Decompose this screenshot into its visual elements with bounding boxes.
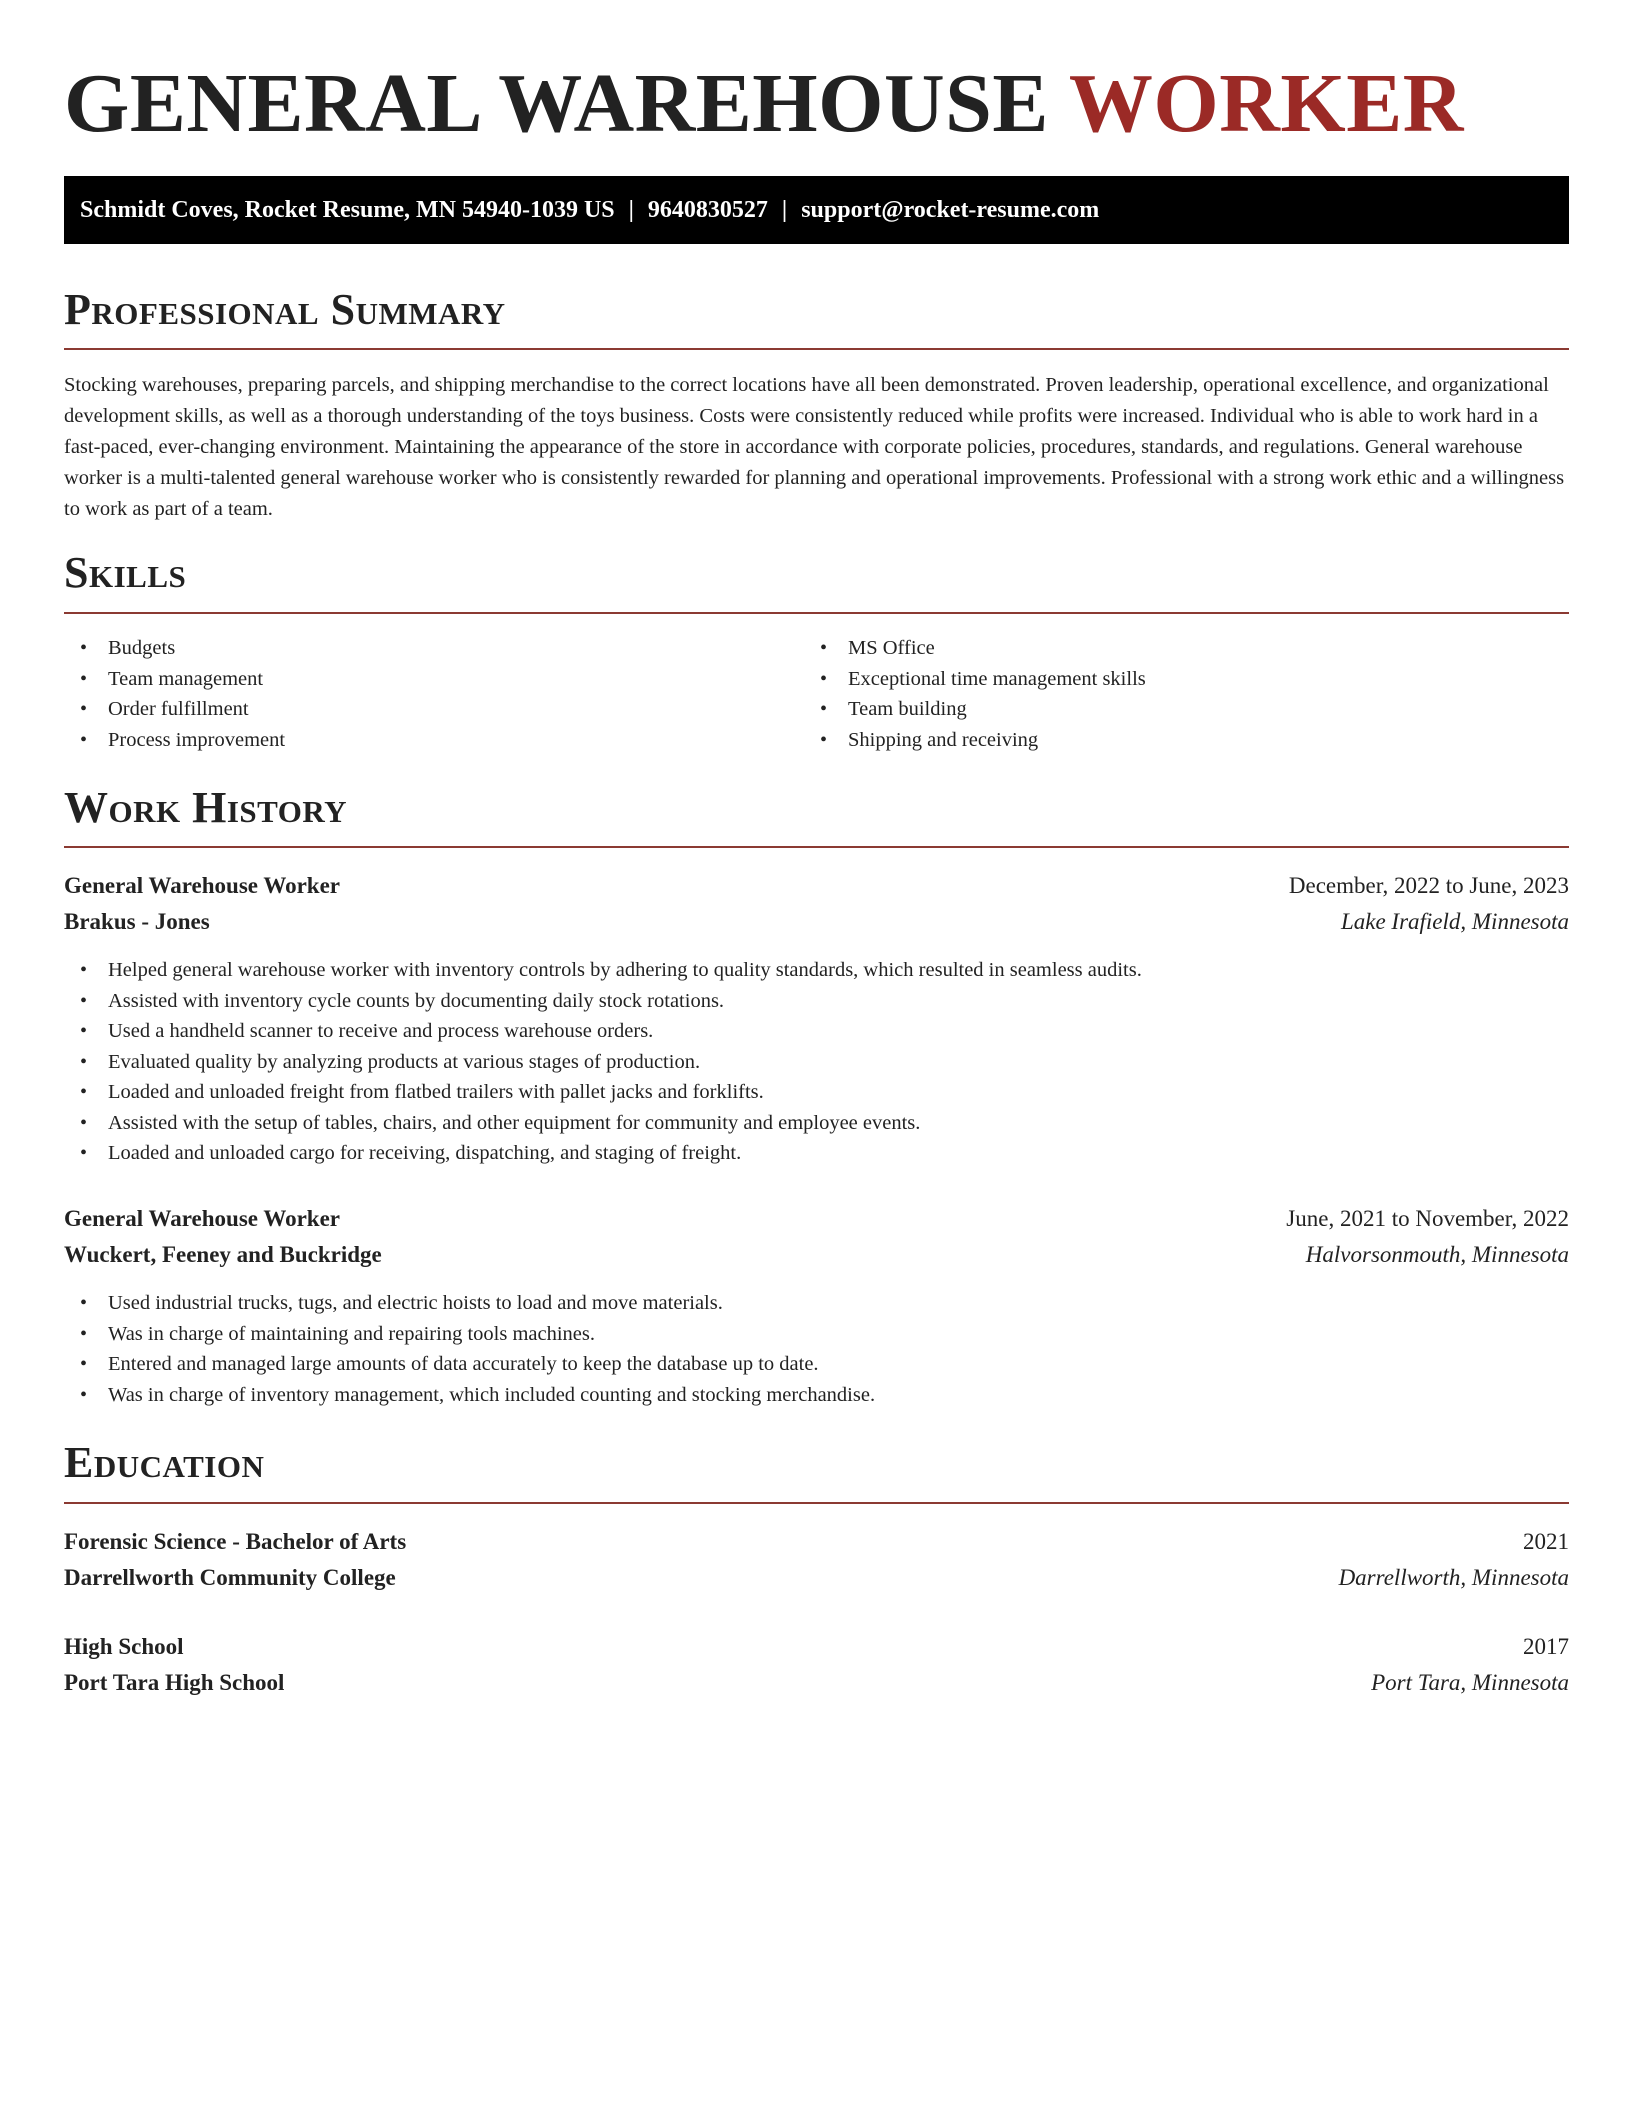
job-dates: December, 2022 to June, 2023 bbox=[1288, 873, 1569, 898]
bullet-icon: • bbox=[80, 1353, 88, 1375]
skill-item: • Shipping and receiving bbox=[804, 725, 1146, 756]
bullet-icon: • bbox=[820, 637, 828, 659]
education-degree-row bbox=[64, 1629, 1569, 1665]
education-degree: High School bbox=[64, 1634, 184, 1659]
education-school: Port Tara High School bbox=[64, 1670, 285, 1695]
skill-item: • Order fulfillment bbox=[64, 694, 285, 725]
contact-separator: | bbox=[781, 197, 788, 223]
work-divider bbox=[64, 846, 1569, 848]
bullet-icon: • bbox=[820, 698, 828, 720]
job-bullet: • Used a handheld scanner to receive and process warehouse orders. bbox=[64, 1016, 1142, 1047]
education-location: Darrellworth, Minnesota bbox=[1338, 1565, 1569, 1590]
job-role: General Warehouse Worker bbox=[64, 873, 340, 898]
skill-item: • Process improvement bbox=[64, 725, 285, 756]
job-company: Brakus - Jones bbox=[64, 909, 210, 934]
summary-divider bbox=[64, 348, 1569, 350]
contact-address: Schmidt Coves, Rocket Resume, MN 54940-1039 US bbox=[80, 197, 615, 223]
job-role: General Warehouse Worker bbox=[64, 1206, 340, 1231]
job-company: Wuckert, Feeney and Buckridge bbox=[64, 1242, 382, 1267]
job-bullet: • Helped general warehouse worker with inventory controls by adhering to quality standards, which resulted in seamless audits. bbox=[64, 955, 1142, 986]
job-bullets bbox=[64, 955, 1142, 1169]
skills-list-left bbox=[64, 633, 285, 755]
candidate-name bbox=[64, 56, 1464, 152]
bullet-icon: • bbox=[80, 1081, 88, 1103]
education-school: Darrellworth Community College bbox=[64, 1565, 396, 1590]
job-company-row bbox=[64, 1237, 1569, 1273]
bullet-icon: • bbox=[80, 728, 88, 751]
job-bullet: • Assisted with inventory cycle counts by documenting daily stock rotations. bbox=[64, 986, 1142, 1017]
work-heading: Work History bbox=[64, 783, 348, 832]
job-bullet: • Was in charge of maintaining and repairing tools machines. bbox=[64, 1319, 875, 1350]
education-degree-row bbox=[64, 1524, 1569, 1560]
job-company-row bbox=[64, 904, 1569, 940]
skills-divider bbox=[64, 612, 1569, 614]
bullet-icon: • bbox=[80, 1322, 88, 1345]
job-bullet: • Assisted with the setup of tables, chairs, and other equipment for community and employee events. bbox=[64, 1108, 1142, 1139]
job-location: Lake Irafield, Minnesota bbox=[1340, 909, 1569, 934]
bullet-icon: • bbox=[820, 728, 828, 751]
job-bullet: • Loaded and unloaded cargo for receiving, dispatching, and staging of freight. bbox=[64, 1138, 1142, 1169]
job-bullet: • Was in charge of inventory management, which included counting and stocking merchandise. bbox=[64, 1380, 875, 1411]
education-location: Port Tara, Minnesota bbox=[1371, 1670, 1569, 1695]
job-bullet: • Evaluated quality by analyzing products at various stages of production. bbox=[64, 1047, 1142, 1078]
skill-item: • MS Office bbox=[804, 633, 1146, 664]
job-bullet: • Used industrial trucks, tugs, and electric hoists to load and move materials. bbox=[64, 1288, 875, 1319]
job-title-row bbox=[64, 1201, 1569, 1237]
bullet-icon: • bbox=[80, 667, 88, 690]
bullet-icon: • bbox=[80, 959, 88, 981]
bullet-icon: • bbox=[80, 989, 88, 1012]
job-bullet: • Loaded and unloaded freight from flatbed trailers with pallet jacks and forklifts. bbox=[64, 1077, 1142, 1108]
skill-item: • Budgets bbox=[64, 633, 285, 664]
skill-item: • Team building bbox=[804, 694, 1146, 725]
skill-item: • Exceptional time management skills bbox=[804, 664, 1146, 695]
summary-text: Stocking warehouses, preparing parcels, and shipping merchandise to the correct locations have all been demonstrated. Proven leadership, operational excellence, and organizational development skills, as well as a thorough understanding of the toys business. Costs were consistently reduced while profits were increased. Individual who is able to work hard in a fast-paced, ever-changing environment. Maintaining the appearance of the store in accordance with corporate policies, procedures, standards, and regulations. General warehouse worker is a multi-talented general warehouse worker who is consistently rewarded for planning and operational improvements. Professional with a strong work ethic and a willingness to work as part of a team. bbox=[64, 374, 1565, 520]
bullet-icon: • bbox=[80, 1142, 88, 1164]
job-title-row bbox=[64, 868, 1569, 904]
skills-heading: Skills bbox=[64, 548, 187, 597]
education-divider bbox=[64, 1502, 1569, 1504]
name-accent: WORKER bbox=[1068, 57, 1464, 150]
contact-email[interactable]: support@rocket-resume.com bbox=[801, 197, 1100, 223]
skills-list-right bbox=[804, 633, 1146, 755]
education-school-row bbox=[64, 1665, 1569, 1701]
bullet-icon: • bbox=[80, 1111, 88, 1134]
bullet-icon: • bbox=[80, 698, 88, 720]
bullet-icon: • bbox=[80, 1020, 88, 1042]
bullet-icon: • bbox=[820, 667, 828, 690]
education-degree: Forensic Science - Bachelor of Arts bbox=[64, 1529, 407, 1554]
bullet-icon: • bbox=[80, 1050, 88, 1073]
name-main: GENERAL WAREHOUSE bbox=[64, 57, 1049, 150]
contact-phone: 9640830527 bbox=[647, 197, 768, 223]
bullet-icon: • bbox=[80, 1292, 88, 1314]
education-year: 2021 bbox=[1523, 1529, 1569, 1554]
education-heading: Education bbox=[64, 1438, 265, 1487]
skill-item: • Team management bbox=[64, 664, 285, 695]
job-location: Halvorsonmouth, Minnesota bbox=[1305, 1242, 1569, 1267]
bullet-icon: • bbox=[80, 637, 88, 659]
education-school-row bbox=[64, 1560, 1569, 1596]
summary-heading: Professional Summary bbox=[64, 285, 506, 334]
bullet-icon: • bbox=[80, 1383, 88, 1406]
job-bullets bbox=[64, 1288, 875, 1410]
job-dates: June, 2021 to November, 2022 bbox=[1286, 1206, 1569, 1231]
job-bullet: • Entered and managed large amounts of data accurately to keep the database up to date. bbox=[64, 1349, 875, 1380]
education-year: 2017 bbox=[1523, 1634, 1569, 1659]
contact-bar bbox=[64, 176, 1569, 244]
contact-separator: | bbox=[628, 197, 634, 223]
